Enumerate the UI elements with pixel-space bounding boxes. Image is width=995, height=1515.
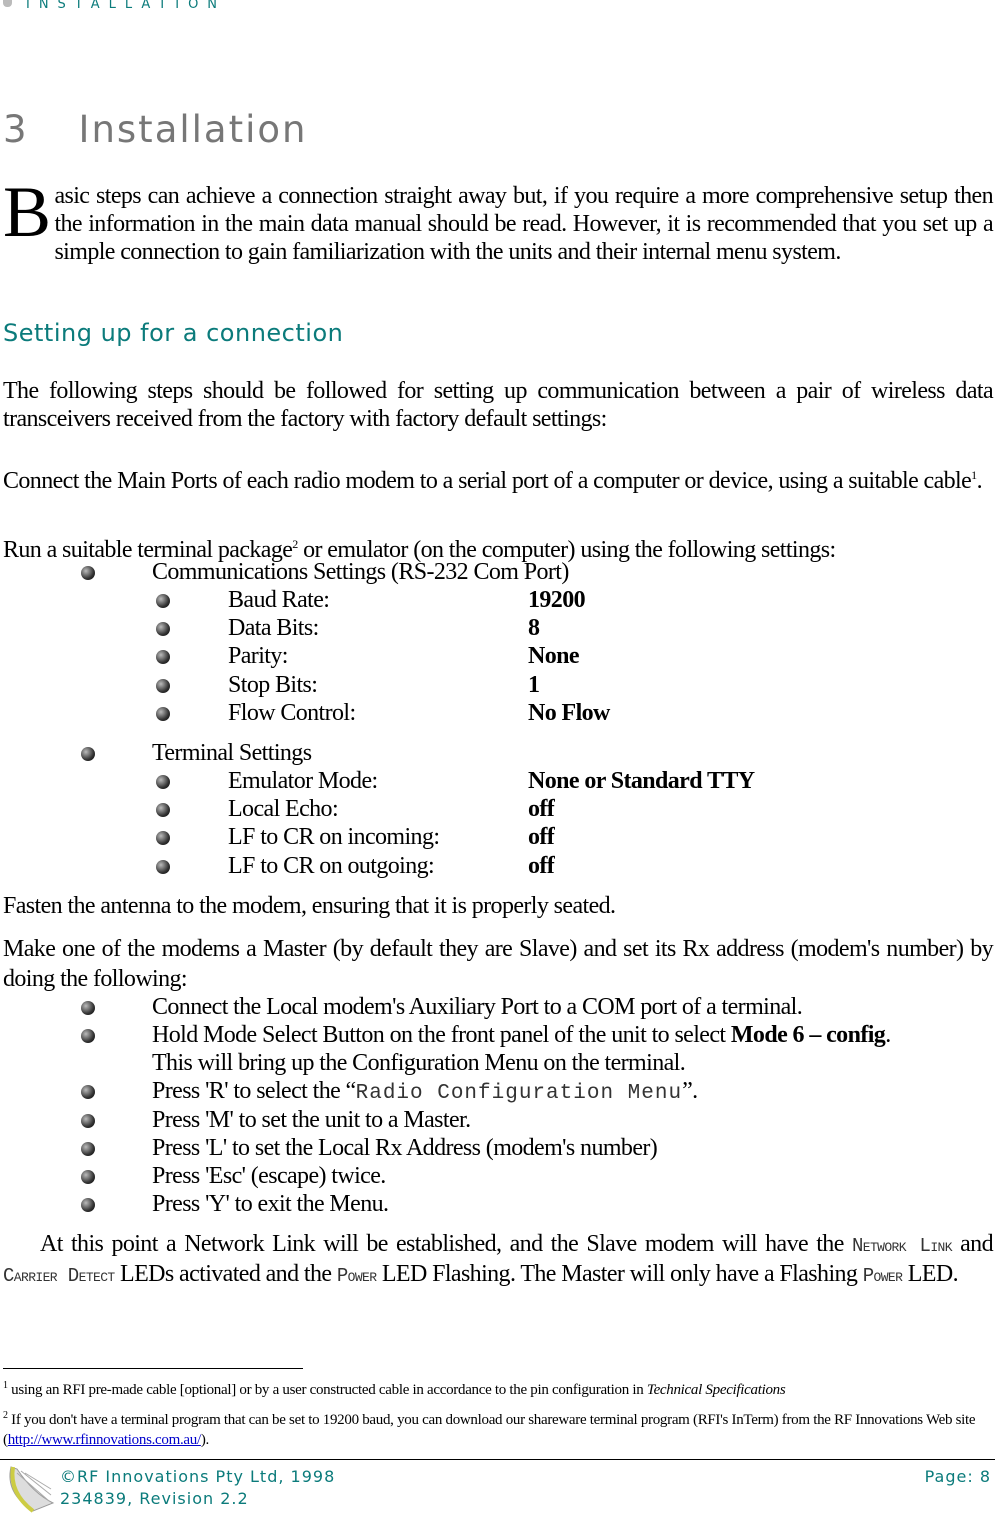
bullet-icon [156, 707, 170, 721]
bullet-icon [81, 747, 95, 761]
footnote-1: $^1$ using an RFI pre-made cable [optional] or by a user constructed cable in accordance to the pin configuration in Technical Specifications [3, 1380, 786, 1398]
setting-value: None or Standard TTY [528, 768, 755, 794]
setting-value: off [528, 824, 555, 851]
step-1: Connect the Local modem's Auxiliary Port to a COM port of a terminal. [152, 994, 803, 1020]
step-6: Press 'Esc' (escape) twice. [152, 1163, 386, 1189]
bullet-icon [156, 679, 170, 693]
chapter-title: Installation [78, 108, 308, 151]
step-4: Press 'M' to set the unit to a Master. [152, 1107, 471, 1133]
website-link[interactable]: http://www.rfinnovations.com.au/ [7, 1432, 201, 1448]
step-7: Press 'Y' to exit the Menu. [152, 1191, 389, 1217]
step-5: Press 'L' to set the Local Rx Address (modem's number) [152, 1135, 658, 1161]
footer-rule [0, 1459, 995, 1460]
setting-value: off [528, 796, 555, 823]
paragraph: Connect the Main Ports of each radio modem to a serial port of a computer or device, using a suitable cable$^1$. [3, 468, 982, 494]
setting-label: LF to CR on incoming: [228, 824, 440, 851]
setting-label: Emulator Mode: [228, 768, 378, 794]
step-3: Press 'R' to select the “Radio Configuration Menu”. [152, 1078, 698, 1105]
bullet-icon [156, 831, 170, 845]
setting-label: Flow Control: [228, 699, 356, 726]
bullet-icon [156, 622, 170, 636]
setting-label: Data Bits: [228, 615, 319, 642]
setting-value: 19200 [528, 587, 586, 613]
running-header: INSTALLATION [26, 0, 227, 12]
setting-label: Baud Rate: [228, 587, 330, 613]
paragraph: Run a suitable terminal package$^2$ or emulator (on the computer) using the following settings: [3, 537, 836, 563]
bullet-icon [156, 650, 170, 664]
setting-value: off [528, 852, 555, 879]
setting-value: 1 [528, 671, 540, 698]
footer-page-number: Page: 8 [924, 1467, 991, 1486]
paragraph: Make one of the modems a Master (by default they are Slave) and set its Rx address (modem's number) by doing the following: [3, 936, 993, 992]
paragraph: The following steps should be followed for setting up communication between a pair of wireless data transceivers received from the factory with factory default settings: [3, 378, 993, 432]
company-logo-icon [3, 1463, 55, 1515]
setting-value: No Flow [528, 699, 610, 726]
comm-settings-title: Communications Settings (RS-232 Com Port) [152, 559, 569, 585]
drop-cap: B [3, 172, 51, 252]
footer-doc-number: 234839, Revision 2.2 [60, 1489, 249, 1508]
chapter-number: 3 [3, 108, 29, 151]
setting-value: None [528, 643, 579, 670]
setting-label: Parity: [228, 643, 288, 670]
paragraph: Fasten the antenna to the modem, ensuring that it is properly seated. [3, 893, 616, 919]
bullet-icon [156, 860, 170, 874]
setting-label: Stop Bits: [228, 671, 318, 698]
bullet-icon [156, 775, 170, 789]
footer-copyright: ©RF Innovations Pty Ltd, 1998 [60, 1467, 336, 1486]
section-heading: Setting up for a connection [3, 319, 344, 347]
setting-label: Local Echo: [228, 796, 339, 823]
footnote-rule [3, 1368, 303, 1369]
intro-paragraph: Basic steps can achieve a connection straight away but, if you require a more comprehensive setup then the information in the main data manual should be read. However, it is recommended that you set up a simple connection to gain familiarization with the units and their internal menu system. [3, 172, 993, 265]
footnote-2: $^2$ If you don't have a terminal program that can be set to 19200 baud, you can download our shareware terminal program (RFI's InTerm) from the RF Innovations Web site (http://www.rfinnovations.com.au/). [3, 1410, 976, 1448]
bullet-icon [156, 594, 170, 608]
setting-label: LF to CR on outgoing: [228, 852, 435, 879]
step-2: Hold Mode Select Button on the front panel of the unit to select Mode 6 – config. This will bring up the Configuration Menu on the terminal. [152, 1022, 891, 1076]
bullet-icon [156, 803, 170, 817]
term-settings-title: Terminal Settings [152, 740, 312, 766]
closing-paragraph: At this point a Network Link will be established, and the Slave modem will have the Network Link and Carrier Detect LEDs activated and the Power LED Flashing. The Master will only have a Flashing Power LED. [3, 1231, 993, 1287]
header-icon [3, 0, 12, 7]
bullet-icon [81, 566, 95, 580]
chapter-heading [3, 108, 307, 151]
setting-value: 8 [528, 615, 540, 642]
